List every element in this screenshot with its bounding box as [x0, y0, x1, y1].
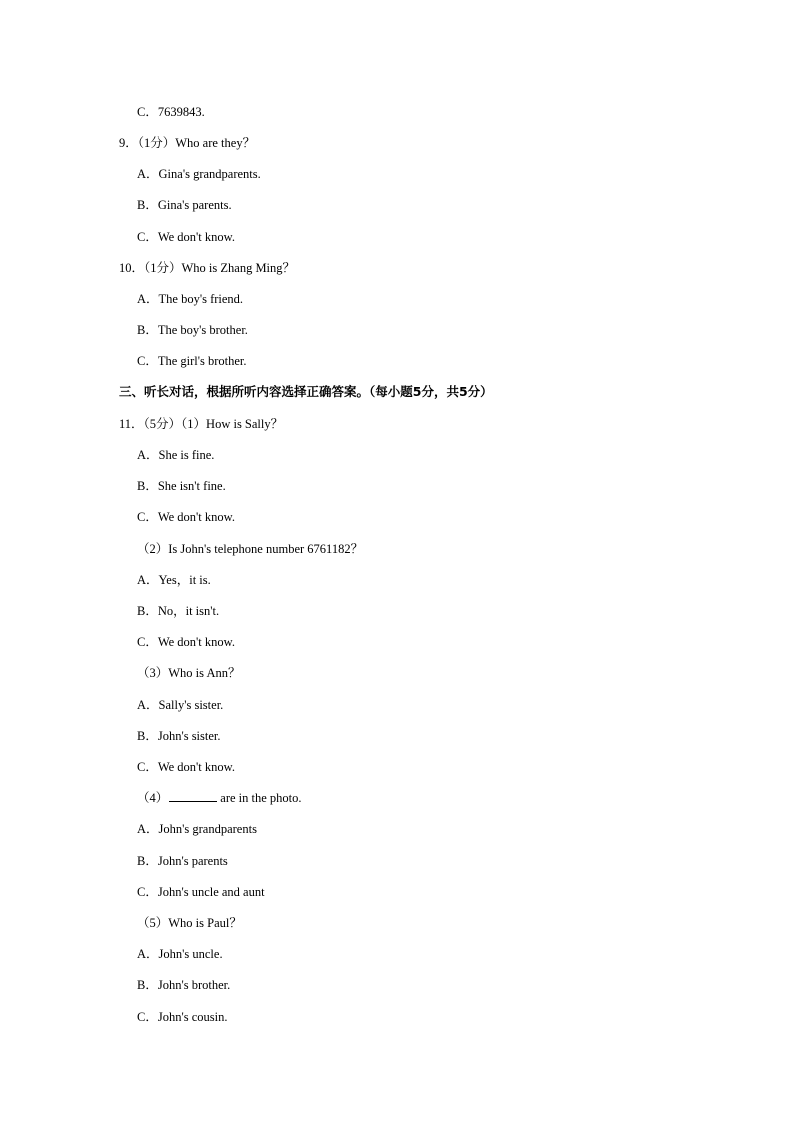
question-11-2: （2）Is John's telephone number 6761182？ — [137, 542, 364, 556]
q11-1-option-b: B．She isn't fine. — [137, 479, 226, 493]
section-3-heading: 三、听长对话，根据所听内容选择正确答案。（每小题5分，共5分） — [119, 384, 493, 399]
q8-option-c: C．7639843. — [137, 105, 205, 119]
q9-option-a: A．Gina's grandparents. — [137, 167, 261, 181]
question-10: 10．（1分）Who is Zhang Ming？ — [119, 261, 296, 275]
q11-1-option-a: A．She is fine. — [137, 448, 215, 462]
q11-2-option-c: C．We don't know. — [137, 635, 235, 649]
q11-5-option-a: A．John's uncle. — [137, 947, 223, 961]
answer-blank — [169, 790, 217, 802]
q9-option-c: C．We don't know. — [137, 230, 235, 244]
q11-5-option-c: C．John's cousin. — [137, 1010, 228, 1024]
q10-option-a: A．The boy's friend. — [137, 292, 244, 306]
q11-1-option-c: C．We don't know. — [137, 510, 235, 524]
q11-3-option-c: C．We don't know. — [137, 760, 235, 774]
q10-option-c: C．The girl's brother. — [137, 354, 247, 368]
question-11-4 — [137, 790, 302, 806]
q11-4-option-a: A．John's grandparents — [137, 822, 257, 836]
q11-5-option-b: B．John's brother. — [137, 978, 231, 992]
question-11-5: （5）Who is Paul？ — [137, 916, 242, 930]
q11-4-option-b: B．John's parents — [137, 854, 228, 868]
question-11-4-number: （4） — [137, 791, 169, 805]
question-11-3: （3）Who is Ann？ — [137, 666, 241, 680]
q11-4-option-c: C．John's uncle and aunt — [137, 885, 265, 899]
q11-3-option-a: A．Sally's sister. — [137, 698, 224, 712]
q9-option-b: B．Gina's parents. — [137, 198, 232, 212]
q10-option-b: B．The boy's brother. — [137, 323, 248, 337]
q11-2-option-a: A．Yes，it is. — [137, 573, 211, 587]
question-9: 9．（1分）Who are they？ — [119, 136, 256, 150]
q11-3-option-b: B．John's sister. — [137, 729, 221, 743]
q11-2-option-b: B．No，it isn't. — [137, 604, 220, 618]
question-11-1: 11．（5分）（1）How is Sally？ — [119, 417, 284, 431]
question-11-4-text: are in the photo. — [220, 791, 302, 805]
